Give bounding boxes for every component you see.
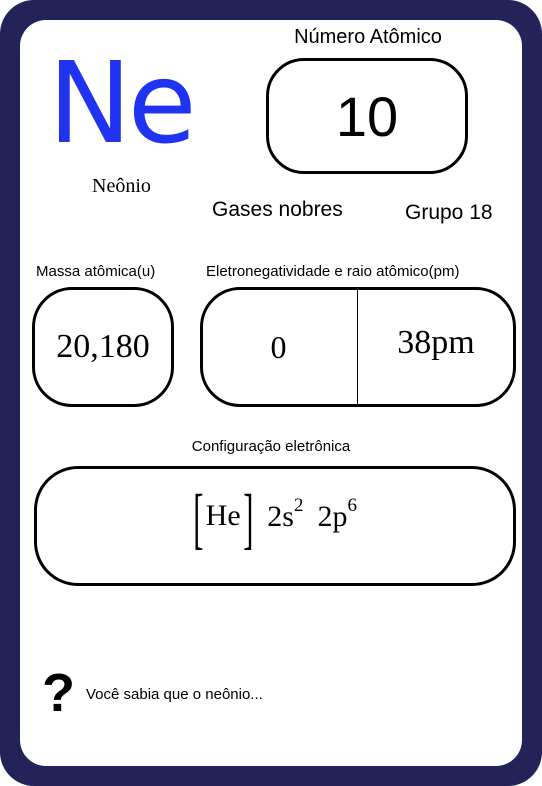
noble-gas-core: He: [205, 499, 241, 532]
orbital-2s-base: 2s: [267, 499, 294, 533]
atomic-mass-box: 20,180: [32, 287, 174, 407]
atomic-radius-value: 38pm: [397, 324, 475, 361]
atomic-number-box: 10: [266, 58, 468, 174]
trivia-text: Você sabia que o neônio...: [86, 686, 263, 703]
electronegativity-value: 0: [270, 328, 287, 365]
orbital-2p-exponent: 6: [347, 494, 357, 516]
orbital-2p: [317, 494, 357, 534]
atomic-mass-label: Massa atômica(u): [36, 263, 156, 280]
orbital-2s-exponent: 2: [293, 494, 304, 516]
open-bracket: [: [193, 480, 204, 556]
question-mark-icon: ?: [42, 663, 75, 723]
element-symbol: Ne: [48, 39, 193, 169]
electron-config-formula: [34, 466, 516, 566]
close-bracket: ]: [242, 480, 254, 556]
element-category: Gases nobres: [212, 198, 343, 221]
orbital-2p-base: 2p: [317, 499, 348, 533]
element-name: Neônio: [92, 175, 151, 197]
electronegativity-radius-label: Eletronegatividade e raio atômico(pm): [206, 263, 460, 280]
electron-config-label: Configuração eletrônica: [191, 438, 351, 455]
element-group: Grupo 18: [405, 201, 493, 224]
atomic-number-label: Número Atômico: [294, 26, 442, 48]
orbital-2s: [267, 494, 304, 534]
